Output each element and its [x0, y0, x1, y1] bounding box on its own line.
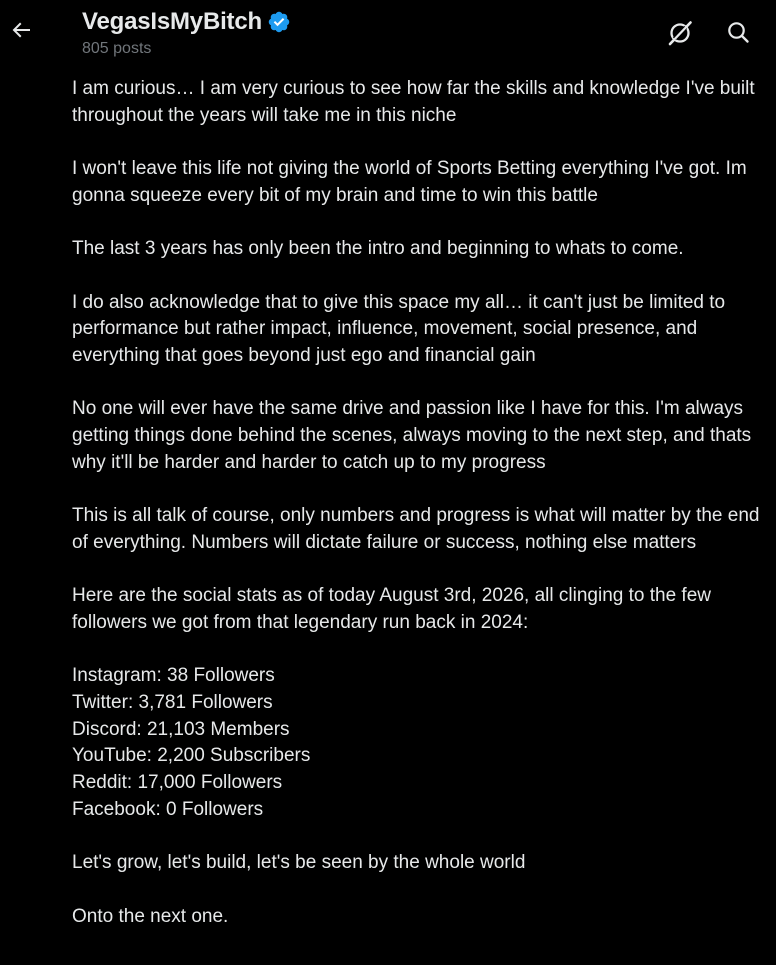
stat-twitter: Twitter: 3,781 Followers [72, 692, 273, 714]
stat-reddit: Reddit: 17,000 Followers [72, 772, 283, 794]
grok-icon [666, 19, 694, 52]
stat-youtube: YouTube: 2,200 Subscribers [72, 745, 311, 767]
post-paragraph: No one will ever have the same drive and passion like I have for this. I'm always getting things done behind the scenes, always moving to the next step, and thats why it'll be harder and harder to catch up to my progress [72, 398, 752, 473]
top-bar [0, 0, 776, 70]
post-paragraph: I do also acknowledge that to give this space my all… it can't just be limited to performance but rather impact, influence, movement, social presence, and everything that goes beyond just ego and financial gain [72, 291, 726, 366]
post-closing-line: Let's grow, let's build, let's be seen by the whole world [72, 852, 526, 874]
social-stats-list [72, 663, 762, 823]
back-button[interactable] [6, 17, 36, 47]
stat-facebook: Facebook: 0 Followers [72, 798, 264, 820]
verified-badge-icon [267, 10, 291, 34]
profile-display-name[interactable]: VegasIsMyBitch [82, 8, 262, 35]
stat-instagram: Instagram: 38 Followers [72, 665, 275, 687]
post-paragraph: The last 3 years has only been the intro and beginning to whats to come. [72, 238, 684, 260]
profile-header [82, 6, 291, 58]
search-icon [726, 20, 750, 49]
post-paragraph: I won't leave this life not giving the world of Sports Betting everything I've got. Im gonna squeeze every bit of my brain and time to win this battle [72, 158, 747, 206]
post-closing-line: Onto the next one. [72, 905, 229, 927]
post-count: 805 posts [82, 40, 152, 57]
post-body [72, 76, 762, 957]
post-paragraph: I am curious… I am very curious to see how far the skills and knowledge I've built throughout the years will take me in this niche [72, 78, 755, 126]
post-paragraph: This is all talk of course, only numbers and progress is what will matter by the end of everything. Numbers will dictate failure or success, nothing else matters [72, 505, 760, 553]
arrow-left-icon [9, 18, 33, 47]
grok-button[interactable] [665, 20, 695, 50]
search-button[interactable] [723, 19, 753, 49]
post-paragraph: Here are the social stats as of today August 3rd, 2026, all clinging to the few followers we got from that legendary run back in 2024: [72, 585, 711, 633]
stat-discord: Discord: 21,103 Members [72, 718, 290, 740]
